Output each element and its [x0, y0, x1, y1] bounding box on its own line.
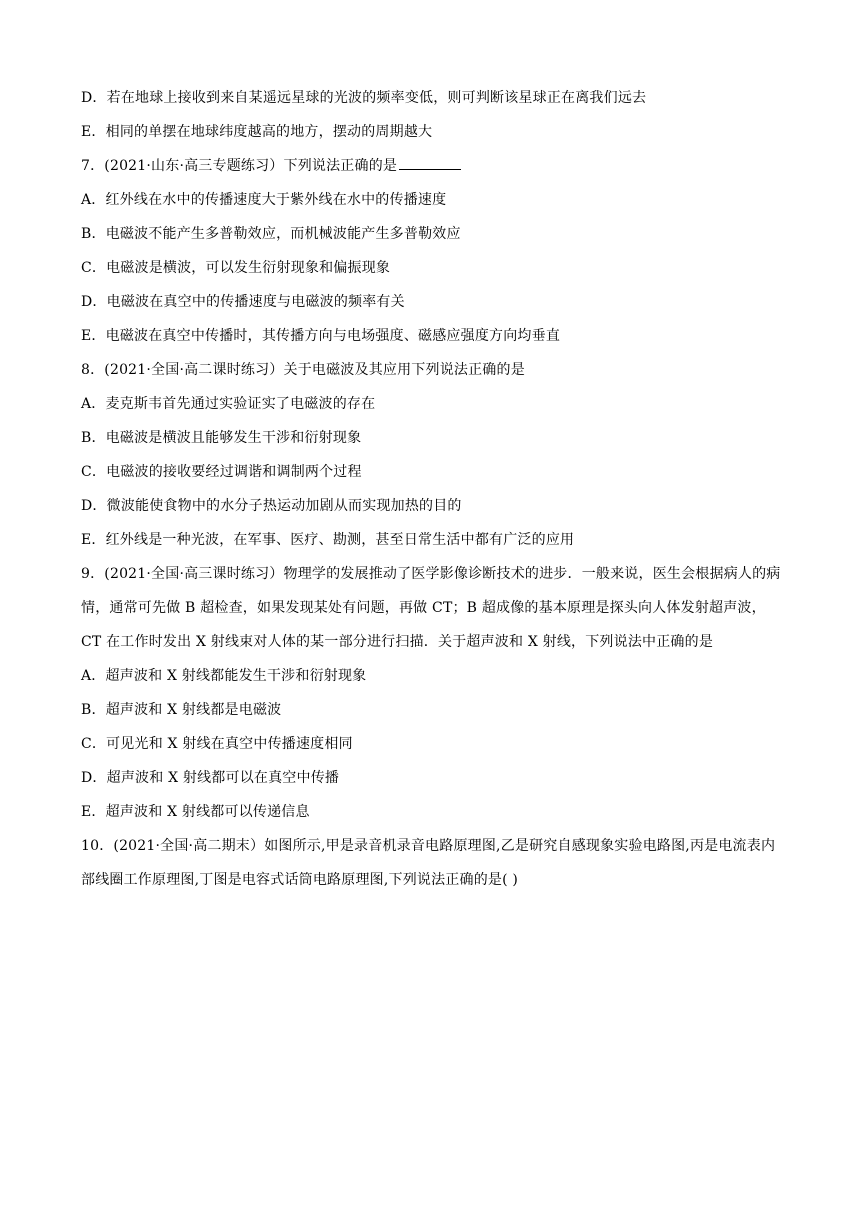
q8-option-b: B．电磁波是横波且能够发生干涉和衍射现象	[81, 430, 362, 446]
q8-option-e: E．红外线是一种光波，在军事、医疗、勘测，甚至日常生活中都有广泛的应用	[81, 532, 575, 548]
q9-option-b: B．超声波和 X 射线都是电磁波	[81, 702, 282, 718]
q7-stem	[81, 154, 781, 188]
q6-option-d: D．若在地球上接收到来自某遥远星球的光波的频率变低，则可判断该星球正在离我们远去	[81, 90, 647, 106]
q9-option-c: C．可见光和 X 射线在真空中传播速度相同	[81, 736, 353, 752]
q10-stem: 10．(2021·全国·高二期末）如图所示,甲是录音机录音电路原理图,乙是研究自感现象实验电路图,丙是电流表内部线圈工作原理图,丁图是电容式话筒电路原理图,下列说法正确的是( )	[81, 838, 776, 888]
q6-option-e: E．相同的单摆在地球纬度越高的地方，摆动的周期越大	[81, 124, 433, 140]
q9-option-d: D．超声波和 X 射线都可以在真空中传播	[81, 770, 340, 786]
q9-option-a: A．超声波和 X 射线都能发生干涉和衍射现象	[81, 668, 367, 684]
q8-option-d: D．微波能使食物中的水分子热运动加剧从而实现加热的目的	[81, 498, 462, 514]
q8-option-a: A．麦克斯韦首先通过实验证实了电磁波的存在	[81, 396, 376, 412]
q7-option-a: A．红外线在水中的传播速度大于紫外线在水中的传播速度	[81, 192, 447, 208]
q8-stem: 8．(2021·全国·高二课时练习）关于电磁波及其应用下列说法正确的是	[81, 362, 525, 378]
q7-option-b: B．电磁波不能产生多普勒效应，而机械波能产生多普勒效应	[81, 226, 461, 242]
q9-option-e: E．超声波和 X 射线都可以传递信息	[81, 804, 310, 820]
q7-option-e: E．电磁波在真空中传播时，其传播方向与电场强度、磁感应强度方向均垂直	[81, 328, 561, 344]
q7-option-d: D．电磁波在真空中的传播速度与电磁波的频率有关	[81, 294, 405, 310]
q9-stem: 9．(2021·全国·高三课时练习）物理学的发展推动了医学影像诊断技术的进步．一般来说，医生会根据病人的病情，通常可先做 B 超检查，如果发现某处有问题，再做 CT；B 超成像的基本原理是探头向人体发射超声波，CT 在工作时发出 X 射线束对人体的某一部分进行扫描．关于超声波和 X 射线，下列说法中正确的是	[81, 566, 781, 650]
q7-option-c: C．电磁波是横波，可以发生衍射现象和偏振现象	[81, 260, 391, 276]
answer-blank	[399, 155, 461, 170]
q8-option-c: C．电磁波的接收要经过调谐和调制两个过程	[81, 464, 362, 480]
q7-stem-text: 7．(2021·山东·高三专题练习）下列说法正确的是	[81, 158, 398, 174]
question-list	[81, 86, 781, 902]
